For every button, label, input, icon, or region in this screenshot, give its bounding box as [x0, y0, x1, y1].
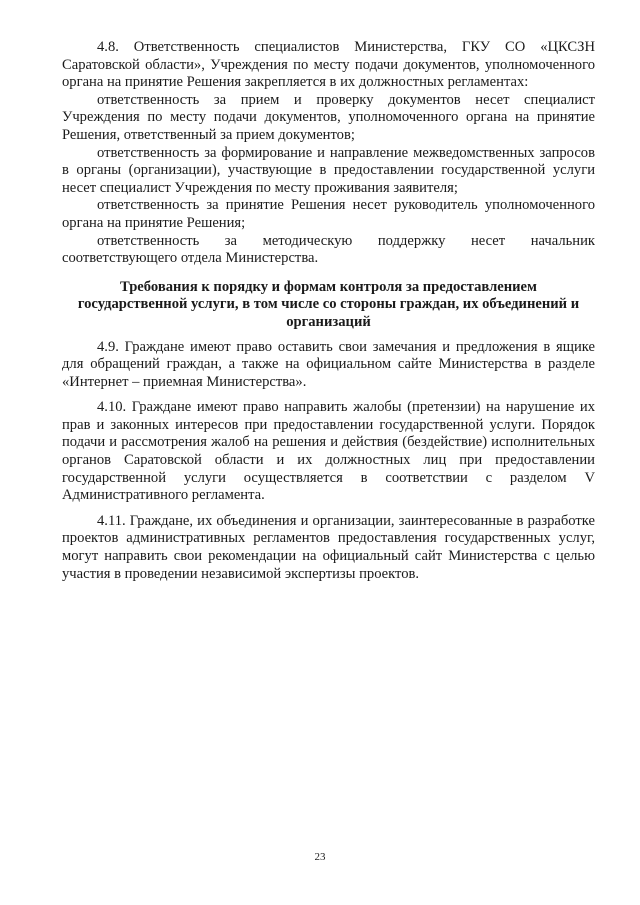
paragraph-4-11: 4.11. Граждане, их объединения и организации, заинтересованные в разработке проектов административных регламентов предоставления государственных услуг, могут направить свои рекомендации на официальный сайт Министерства с целью участия в проведении независимой экспертизы проектов. — [62, 512, 595, 582]
paragraph-4-9: 4.9. Граждане имеют право оставить свои замечания и предложения в ящике для обращений граждан, а также на официальном сайте Министерства в разделе «Интернет – приемная Министерства». — [62, 338, 595, 390]
paragraph-responsibility-methodology: ответственность за методическую поддержку несет начальник соответствующего отдела Министерства. — [62, 232, 595, 267]
paragraph-4-10: 4.10. Граждане имеют право направить жалобы (претензии) на нарушение их прав и законных интересов при предоставлении государственной услуги. Порядок подачи и рассмотрения жалоб на решения и действия (бездействие) исполнительных органов Саратовской области и их должностных лиц при предоставлении государственной услуги осуществляется в соответствии с разделом V Административного регламента. — [62, 399, 595, 504]
paragraph-responsibility-intake: ответственность за прием и проверку документов несет специалист Учреждения по месту подачи документов, уполномоченного органа на принятие Решения, ответственный за прием документов; — [62, 91, 595, 143]
section-heading: Требования к порядку и формам контроля за предоставлением государственной услуги, в том числе со стороны граждан, их объединений и организаций — [77, 278, 580, 330]
paragraph-responsibility-requests: ответственность за формирование и направление межведомственных запросов в органы (организации), участвующие в предоставлении государственной услуги несет специалист Учреждения по месту проживания заявителя; — [62, 144, 595, 196]
paragraph-responsibility-decision: ответственность за принятие Решения несет руководитель уполномоченного органа на принятие Решения; — [62, 197, 595, 231]
page-number: 23 — [314, 851, 326, 863]
paragraph-4-8: 4.8. Ответственность специалистов Министерства, ГКУ СО «ЦКСЗН Саратовской области», Учреждения по месту подачи документов, уполномоченного органа на принятие Решения закрепляется в их должностных регламентах: — [62, 39, 595, 91]
document-page — [62, 39, 595, 583]
